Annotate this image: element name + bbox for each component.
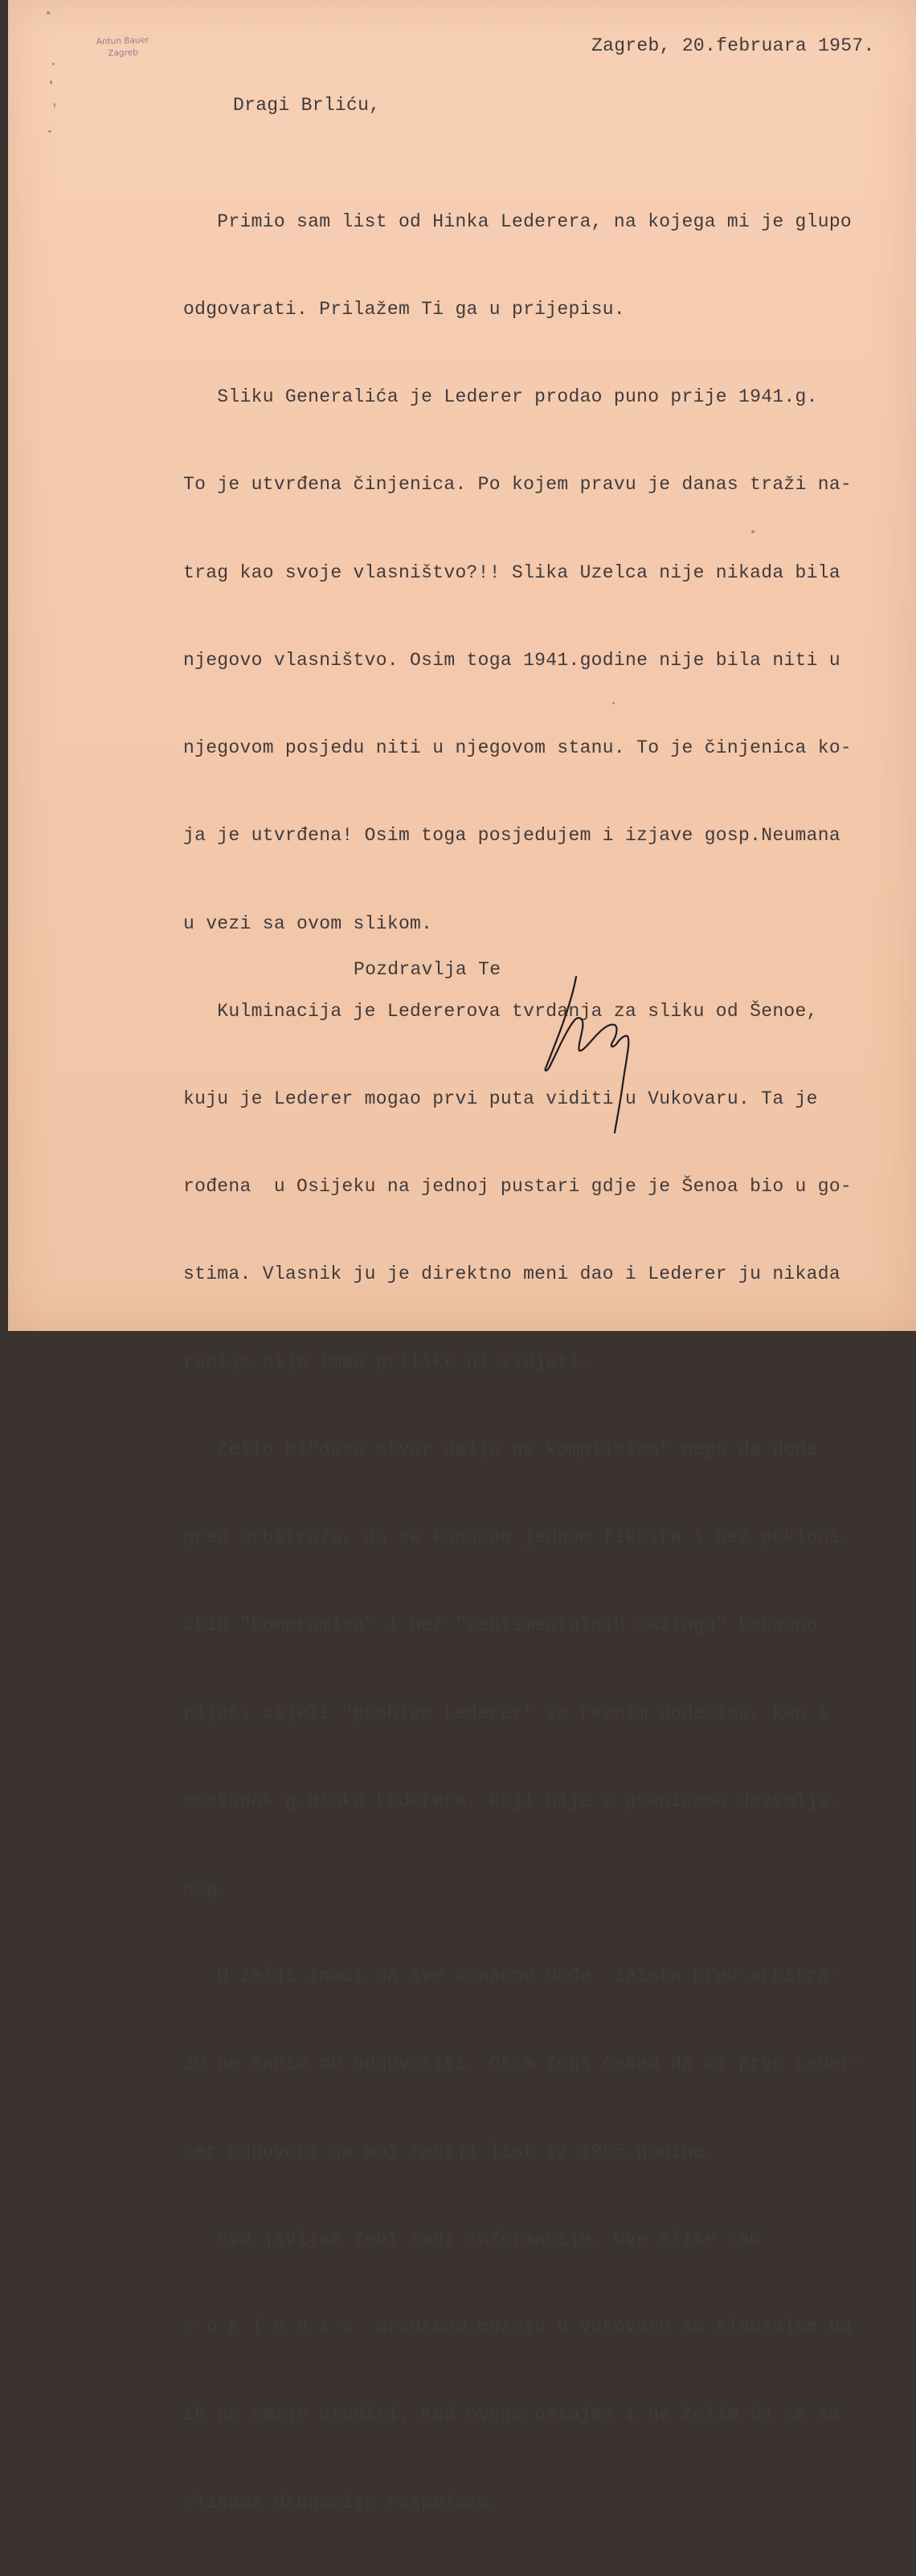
paper-speck xyxy=(50,80,52,84)
body-line: Ovo javljam Tebi radi informacije. Ove slike sam xyxy=(183,2228,762,2250)
body-line: njegovom posjedu niti u njegovom stanu. To je činjenica ko- xyxy=(183,737,853,759)
paper-speck xyxy=(54,103,55,108)
body-line: Želio bi"dase stvar dalje ne komplicira" nego da dođe xyxy=(183,1439,818,1460)
paper-speck xyxy=(751,530,754,533)
body-line: rođena u Osijeku na jednoj pustari gdje je Šenoa bio u go- xyxy=(183,1176,853,1198)
paper-speck xyxy=(48,130,51,133)
paper-speck xyxy=(612,702,615,704)
body-line: ranije nije imao prilike ni vidjeti. xyxy=(183,1351,591,1373)
body-line: trag kao svoje vlasništvo?!! Slika Uzelca nije nikada bila xyxy=(183,561,840,583)
handwritten-signature xyxy=(542,964,663,1137)
body-line: čkih "kompromisa" i bez "sentimentalnih razloga" konačno xyxy=(183,1615,818,1636)
body-line: ja je utvrđena! Osim toga posjedujem i izjave gosp.Neumana xyxy=(183,825,840,847)
paper-speck xyxy=(52,63,55,65)
body-line: stima. Vlasnik ju je direktno meni dao i Lederer ju nikada xyxy=(183,1264,840,1285)
body-line: rer odgovori na moj raniji list iz 1955.godine. xyxy=(183,2141,716,2162)
body-line: Sliku Generalića je Lederer prodao puno prije 1941.g. xyxy=(183,386,818,408)
body-line: Primio sam list od Hinka Lederera, na kojega mi je glupo xyxy=(183,210,853,232)
body-line: kuju je Lederer mogao prvi puta viditi u Vukovaru. Ta je xyxy=(183,1088,818,1109)
body-line: slikama drugačije raspolaže. xyxy=(183,2492,501,2513)
body-line: u vezi sa ovom slikom. xyxy=(183,912,433,934)
body-line: Kulminacija je Ledererova tvrdanja za sliku od Šenoe, xyxy=(183,1000,818,1022)
body-line: postupak g.Hinka Lederera, koji nije u granicama dozvolje- xyxy=(183,1790,840,1811)
sender-stamp xyxy=(96,35,149,60)
body-line: To je utvrđena činjenica. Po kojem pravu je danas traži na- xyxy=(183,474,853,496)
body-line: ih ne smije otuđiti. Kod ovoga ostajem i ne želim da se sa xyxy=(183,2404,840,2426)
letter-salutation: Dragi Brliću, xyxy=(233,95,381,116)
stamp-name: Antun Bauer xyxy=(96,35,149,47)
body-line: p o k l o n i o Gradskom muzeju u Vukovaru sa klauzulom da xyxy=(183,2317,853,2338)
body-line: riješi cijeli "problem Lederer" sa raznim dodacima, kao i xyxy=(183,1702,829,1724)
stamp-city: Zagreb xyxy=(108,47,139,59)
paper-speck xyxy=(47,11,50,14)
body-line: njegovo vlasništvo. Osim toga 1941.godine nije bila niti u xyxy=(183,649,840,671)
body-line: odgovarati. Prilažem Ti ga u prijepisu. xyxy=(183,299,625,320)
body-line: žu ne kanim mu odgovoriti. Osim toga čekam da mi prvo Leder- xyxy=(183,2053,864,2075)
body-line: pred arbitražu, da se konačno jednom fiksira i bez pokloni- xyxy=(183,1527,853,1549)
body-line: U želji inadi da sve konačno dođe zaista pred arbitra- xyxy=(183,1966,840,1987)
letter-dateline: Zagreb, 20.februara 1957. xyxy=(591,35,875,56)
body-line: nog. xyxy=(183,1877,229,1899)
letter-closing: Pozdravlja Te xyxy=(354,959,501,980)
letter-body xyxy=(183,149,863,2576)
letter-page xyxy=(8,0,916,2513)
